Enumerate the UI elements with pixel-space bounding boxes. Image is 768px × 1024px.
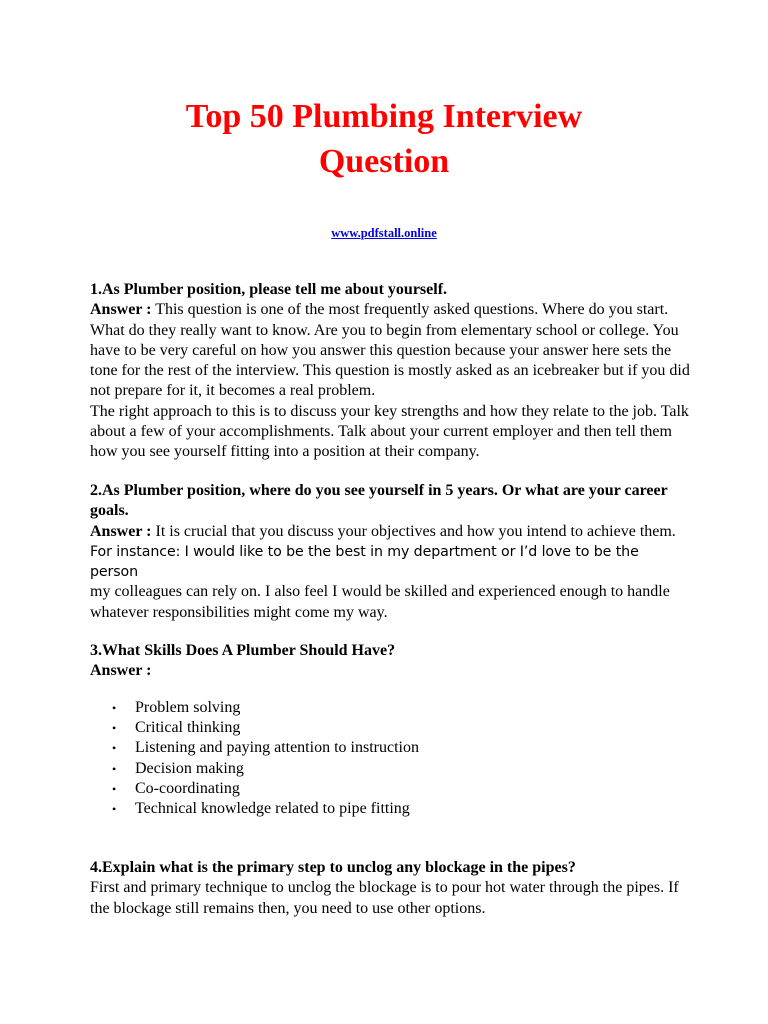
page-title xyxy=(90,94,678,184)
title-line-2: Question xyxy=(318,143,450,180)
question-3-heading: 3.What Skills Does A Plumber Should Have? xyxy=(90,642,396,659)
question-1-heading: 1.As Plumber position, please tell me about yourself. xyxy=(90,281,448,298)
title-line-1: Top 50 Plumbing Interview xyxy=(185,98,583,135)
list-item: • Listening and paying attention to instruction xyxy=(90,738,419,758)
bullet-icon: • xyxy=(112,741,117,756)
list-item: • Decision making xyxy=(90,759,419,779)
bullet-icon: • xyxy=(112,721,117,736)
answer-label: Answer : xyxy=(90,301,152,319)
bullet-icon: • xyxy=(112,701,117,715)
question-3-section xyxy=(90,641,690,682)
skills-list xyxy=(90,698,419,819)
question-1-paragraph-2: The right approach to this is to discuss your key strengths and how they relate to the job. Talk about a few of your accomplishments. Talk about your current employer and then tell them how you see yourself fitting into a position at their company. xyxy=(90,402,689,461)
question-4-section xyxy=(90,858,690,919)
question-2-instance-rest: my colleagues can rely on. I also feel I would be skilled and experienced enough to handle whatever responsibilities might come my way. xyxy=(90,583,670,621)
bullet-icon: • xyxy=(112,761,117,776)
answer-label: Answer : xyxy=(90,522,152,540)
question-4-answer: First and primary technique to unclog the blockage is to pour hot water through the pipes. If the blockage still remains then, you need to use other options. xyxy=(90,879,679,917)
question-2-instance: For instance: I would like to be the best in my department or I’d love to be the person xyxy=(90,543,639,581)
answer-label: Answer : xyxy=(90,662,152,680)
question-2-heading: 2.As Plumber position, where do you see yourself in 5 years. Or what are your career goals. xyxy=(90,482,668,520)
list-item: • Co-coordinating xyxy=(90,779,419,799)
bullet-icon: • xyxy=(112,781,117,796)
bullet-icon: • xyxy=(112,802,117,817)
question-1-section xyxy=(90,280,690,463)
list-item: • Technical knowledge related to pipe fitting xyxy=(90,799,419,819)
question-2-answer: It is crucial that you discuss your objectives and how you intend to achieve them. xyxy=(155,522,676,540)
question-2-section xyxy=(90,481,690,623)
question-4-heading: 4.Explain what is the primary step to unclog any blockage in the pipes? xyxy=(90,859,576,876)
list-item: • Problem solving xyxy=(90,698,419,718)
site-link[interactable]: www.pdfstall.online xyxy=(331,226,437,240)
list-item: • Critical thinking xyxy=(90,718,419,738)
question-1-answer: This question is one of the most frequently asked questions. Where do you start. What do they really want to know. Are you to begin from elementary school or college. You have to be very careful on how you answer this question because your answer here sets the tone for the rest of the interview. This question is mostly asked as an icebreaker but if you did not prepare for it, it becomes a real problem. xyxy=(90,301,690,400)
